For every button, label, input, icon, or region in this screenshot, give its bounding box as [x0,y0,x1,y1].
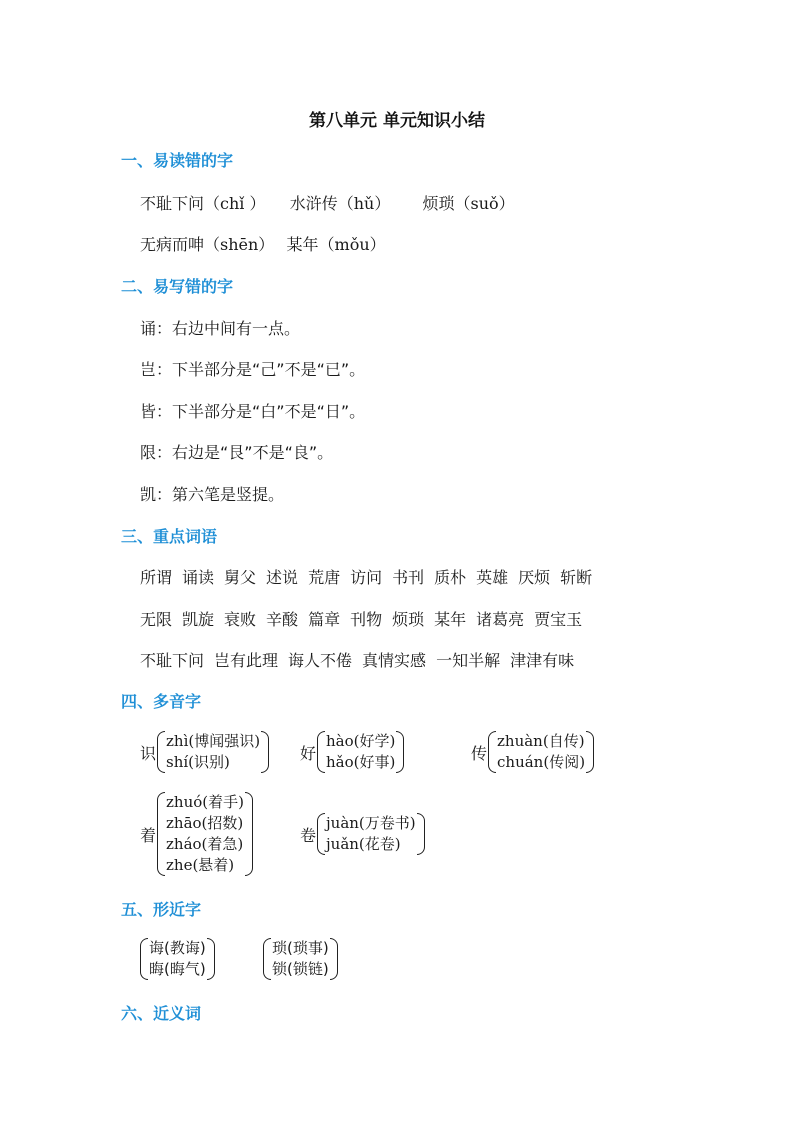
similar-char-item: 晦(晦气) [149,960,206,978]
key-word: 访问 [350,568,383,587]
polyphone-reading: chuán(传阅) [497,753,586,771]
key-word: 所谓 [140,568,173,587]
key-word: 刊物 [350,610,383,629]
misread-pinyin: （shēn） [204,235,275,254]
key-word: 述说 [266,568,299,587]
misread-word: 无病而呻 [140,235,205,254]
miswritten-line: 皆：下半部分是“白”不是“日”。 [140,402,366,421]
key-words-row-3 [140,648,584,671]
right-brace [207,938,215,980]
key-word: 质朴 [434,568,467,587]
miswritten-line: 诵：右边中间有一点。 [140,319,301,338]
key-word: 不耻下问 [140,651,205,670]
polyphone-group [471,731,594,773]
right-brace [396,731,404,773]
misread-pinyin: （chǐ ） [204,194,266,213]
right-brace [417,813,425,855]
key-word: 诸葛亮 [476,610,525,629]
section-heading-misread: 一、易读错的字 [121,151,234,170]
right-brace [586,731,594,773]
polyphone-reading: zháo(着急) [166,835,244,853]
polyphone-group [300,813,425,855]
polyphone-char: 卷 [300,825,317,845]
section-heading-synonyms: 六、近义词 [121,1004,202,1023]
misread-word: 不耻下问 [140,194,205,213]
polyphone-group [140,792,253,876]
key-word: 烦琐 [392,610,425,629]
key-word: 厌烦 [518,568,551,587]
key-word: 某年 [434,610,467,629]
key-word: 英雄 [476,568,509,587]
misread-word: 烦琐 [422,194,455,213]
key-word: 凯旋 [182,610,215,629]
section-heading-miswritten: 二、易写错的字 [121,277,234,296]
right-brace [330,938,338,980]
key-word: 津津有味 [510,651,575,670]
polyphone-reading: zhe(悬着) [166,856,235,874]
miswritten-line: 岂：下半部分是“己”不是“已”。 [140,360,366,379]
key-word: 岂有此理 [214,651,279,670]
misread-line-2 [140,232,386,255]
polyphone-group [140,731,269,773]
key-word: 真情实感 [362,651,427,670]
left-brace [157,731,165,773]
polyphone-group [300,731,404,773]
right-brace [261,731,269,773]
right-brace [245,792,253,876]
similar-char-group [140,938,215,980]
key-words-row-1 [140,565,602,588]
key-word: 贾宝玉 [534,610,583,629]
key-word: 斩断 [560,568,593,587]
left-brace [140,938,148,980]
similar-char-item: 琐(琐事) [272,939,329,957]
left-brace [317,731,325,773]
polyphone-reading: hào(好学) [326,732,396,750]
section-heading-key-words: 三、重点词语 [121,527,218,546]
misread-pinyin: （mǒu） [318,235,386,254]
key-word: 一知半解 [436,651,501,670]
miswritten-line: 凯：第六笔是竖提。 [140,485,285,504]
polyphone-char: 好 [300,743,317,763]
polyphone-reading: zhuó(着手) [166,793,244,811]
polyphone-reading: juàn(万卷书) [326,814,416,832]
polyphone-char: 传 [471,743,488,763]
left-brace [317,813,325,855]
polyphone-char: 着 [140,825,157,845]
misread-line-1 [140,191,515,214]
left-brace [263,938,271,980]
key-word: 无限 [140,610,173,629]
key-word: 衰败 [224,610,257,629]
similar-char-item: 锁(锁链) [272,960,329,978]
key-word: 辛酸 [266,610,299,629]
key-word: 篇章 [308,610,341,629]
misread-word: 水浒传 [289,194,338,213]
key-word: 诲人不倦 [288,651,353,670]
misread-word: 某年 [286,235,319,254]
similar-char-item: 诲(教诲) [149,939,206,957]
section-heading-polyphones: 四、多音字 [121,692,202,711]
polyphone-reading: zhāo(招数) [166,814,244,832]
key-word: 荒唐 [308,568,341,587]
polyphone-reading: hǎo(好事) [326,753,396,771]
section-heading-similar-chars: 五、形近字 [121,900,202,919]
left-brace [157,792,165,876]
key-words-row-2 [140,607,592,630]
polyphone-reading: zhì(博闻强识) [166,732,261,750]
polyphone-reading: shí(识别) [166,753,230,771]
miswritten-line: 限：右边是“艮”不是“良”。 [140,443,334,462]
left-brace [488,731,496,773]
page-title: 第八单元 单元知识小结 [309,111,485,131]
misread-pinyin: （suǒ） [454,194,515,213]
polyphone-reading: juǎn(花卷) [326,835,401,853]
polyphone-reading: zhuàn(自传) [497,732,585,750]
similar-char-group [263,938,338,980]
key-word: 书刊 [392,568,425,587]
key-word: 诵读 [182,568,215,587]
misread-pinyin: （hǔ） [337,194,391,213]
key-word: 舅父 [224,568,257,587]
polyphone-char: 识 [140,743,157,763]
